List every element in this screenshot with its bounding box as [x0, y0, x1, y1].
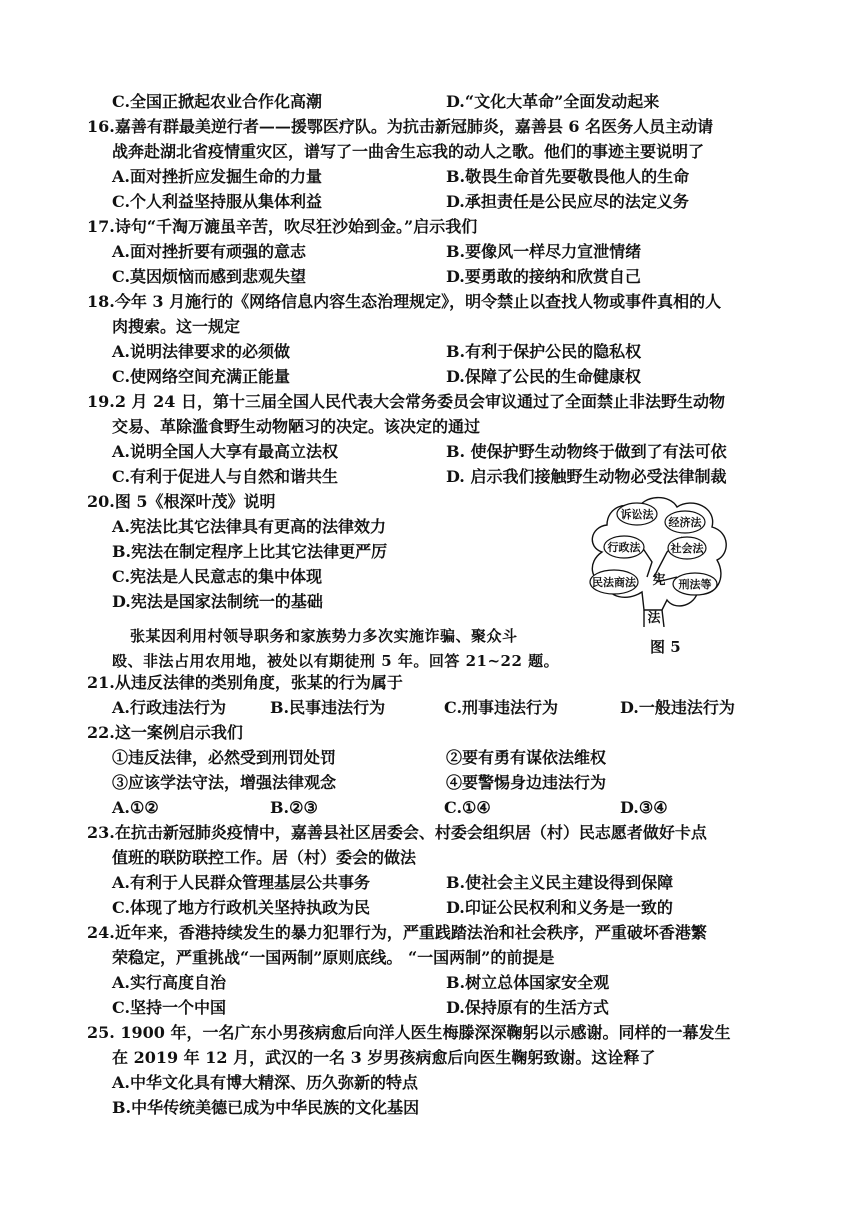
q17-option-b: B.要像风一样尽力宣泄情绪: [446, 242, 642, 261]
q17-option-c: C.莫因烦恼而感到悲观失望: [112, 267, 307, 286]
q20-stem: 20.图 5《根深叶茂》说明: [87, 492, 276, 511]
q19-option-c: C.有利于促进人与自然和谐共生: [112, 467, 339, 486]
q22-option-d: D.③④: [620, 798, 668, 817]
passage-line-1: 张某因利用村领导职务和家族势力多次实施诈骗、聚众斗: [130, 627, 518, 645]
figure-5-tree: [582, 492, 732, 627]
q19-stem-1: 19.2 月 24 日，第十三届全国人民代表大会常务委员会审议通过了全面禁止非法野生动物: [87, 392, 725, 411]
q21-option-c: C.刑事违法行为: [444, 698, 559, 717]
q17-option-a: A.面对挫折要有顽强的意志: [112, 242, 306, 261]
q23-option-d: D.印证公民权利和义务是一致的: [446, 898, 673, 917]
q25-option-b: B.中华传统美德已成为中华民族的文化基因: [112, 1098, 420, 1117]
trunk-label-2: 法: [647, 611, 661, 626]
leaf-civil-commercial-law: 民法商法: [592, 576, 636, 589]
q23-option-a: A.有利于人民群众管理基层公共事务: [112, 873, 370, 892]
q18-stem-1: 18.今年 3 月施行的《网络信息内容生态治理规定》，明令禁止以查找人物或事件真相的人: [87, 292, 722, 311]
leaf-criminal-law: 刑法等: [678, 578, 712, 591]
q21-option-d: D.一般违法行为: [620, 698, 735, 717]
q21-option-b: B.民事违法行为: [270, 698, 386, 717]
q19-option-d: D. 启示我们接触野生动物必受法律制裁: [446, 467, 727, 486]
q20-option-d: D.宪法是国家法制统一的基础: [112, 592, 323, 611]
q19-option-b: B. 使保护野生动物终于做到了有法可依: [446, 442, 727, 461]
q18-option-c: C.使网络空间充满正能量: [112, 367, 291, 386]
leaf-litigation-law: 诉讼法: [620, 508, 654, 521]
q16-stem-1: 16.嘉善有群最美逆行者——援鄂医疗队。为抗击新冠肺炎，嘉善县 6 名医务人员主动请: [87, 117, 714, 136]
q16-option-a: A.面对挫折应发掘生命的力量: [112, 167, 322, 186]
q20-option-c: C.宪法是人民意志的集中体现: [112, 567, 323, 586]
q25-stem-1: 25. 1900 年，一名广东小男孩病愈后向洋人医生梅滕深深鞠躬以示感谢。同样的一幕发生: [87, 1023, 731, 1042]
q24-option-d: D.保持原有的生活方式: [446, 998, 609, 1017]
q20-option-a: A.宪法比其它法律具有更高的法律效力: [112, 517, 386, 536]
q20-option-b: B.宪法在制定程序上比其它法律更严厉: [112, 542, 388, 561]
q25-stem-2: 在 2019 年 12 月，武汉的一名 3 岁男孩病愈后向医生鞠躬致谢。这诠释了: [112, 1048, 656, 1067]
q21-stem: 21.从违反法律的类别角度，张某的行为属于: [87, 673, 403, 692]
q18-option-d: D.保障了公民的生命健康权: [446, 367, 641, 386]
q24-option-b: B.树立总体国家安全观: [446, 973, 610, 992]
q23-option-b: B.使社会主义民主建设得到保障: [446, 873, 674, 892]
q24-option-c: C.坚持一个中国: [112, 998, 227, 1017]
q24-stem-1: 24.近年来，香港持续发生的暴力犯罪行为，严重践踏法治和社会秩序，严重破坏香港繁: [87, 923, 707, 942]
q21-option-a: A.行政违法行为: [112, 698, 226, 717]
q22-statement-4: ④要警惕身边违法行为: [446, 773, 607, 792]
q15-option-d: D.“文化大革命”全面发动起来: [446, 92, 660, 111]
q16-option-b: B.敬畏生命首先要敬畏他人的生命: [446, 167, 690, 186]
leaf-economic-law: 经济法: [668, 516, 702, 529]
q22-statement-3: ③应该学法守法，增强法律观念: [112, 773, 337, 792]
q16-option-d: D.承担责任是公民应尽的法定义务: [446, 192, 689, 211]
q22-option-c: C.①④: [444, 798, 491, 817]
figure-5-caption: 图 5: [650, 638, 681, 656]
q22-statement-1: ①违反法律，必然受到刑罚处罚: [112, 748, 337, 767]
q25-option-a: A.中华文化具有博大精深、历久弥新的特点: [112, 1073, 418, 1092]
q18-option-a: A.说明法律要求的必须做: [112, 342, 290, 361]
passage-line-2: 殴、非法占用农用地，被处以有期徒刑 5 年。回答 21~22 题。: [112, 652, 560, 670]
q22-statement-2: ②要有勇有谋依法维权: [446, 748, 607, 767]
q18-stem-2: 肉搜索。这一规定: [112, 317, 241, 336]
q19-option-a: A.说明全国人大享有最高立法权: [112, 442, 338, 461]
q23-option-c: C.体现了地方行政机关坚持执政为民: [112, 898, 371, 917]
trunk-label-1: 宪: [652, 573, 666, 588]
q22-option-a: A.①②: [112, 798, 159, 817]
q24-option-a: A.实行高度自治: [112, 973, 226, 992]
q17-stem: 17.诗句“千淘万漉虽辛苦，吹尽狂沙始到金。”启示我们: [87, 217, 478, 236]
leaf-administrative-law: 行政法: [607, 541, 641, 554]
q16-option-c: C.个人利益坚持服从集体利益: [112, 192, 323, 211]
q17-option-d: D.要勇敢的接纳和欣赏自己: [446, 267, 641, 286]
q18-option-b: B.有利于保护公民的隐私权: [446, 342, 642, 361]
leaf-social-law: 社会法: [670, 542, 704, 555]
q22-stem: 22.这一案例启示我们: [87, 723, 243, 742]
q16-stem-2: 战奔赴湖北省疫情重灾区，谱写了一曲舍生忘我的动人之歌。他们的事迹主要说明了: [112, 142, 705, 161]
q23-stem-1: 23.在抗击新冠肺炎疫情中，嘉善县社区居委会、村委会组织居（村）民志愿者做好卡点: [87, 823, 707, 842]
q22-option-b: B.②③: [270, 798, 318, 817]
q24-stem-2: 荣稳定，严重挑战“一国两制”原则底线。 “一国两制”的前提是: [112, 948, 555, 967]
q15-option-c: C.全国正掀起农业合作化高潮: [112, 92, 323, 111]
q23-stem-2: 值班的联防联控工作。居（村）委会的做法: [112, 848, 417, 867]
q19-stem-2: 交易、革除滥食野生动物陋习的决定。该决定的通过: [112, 417, 481, 436]
